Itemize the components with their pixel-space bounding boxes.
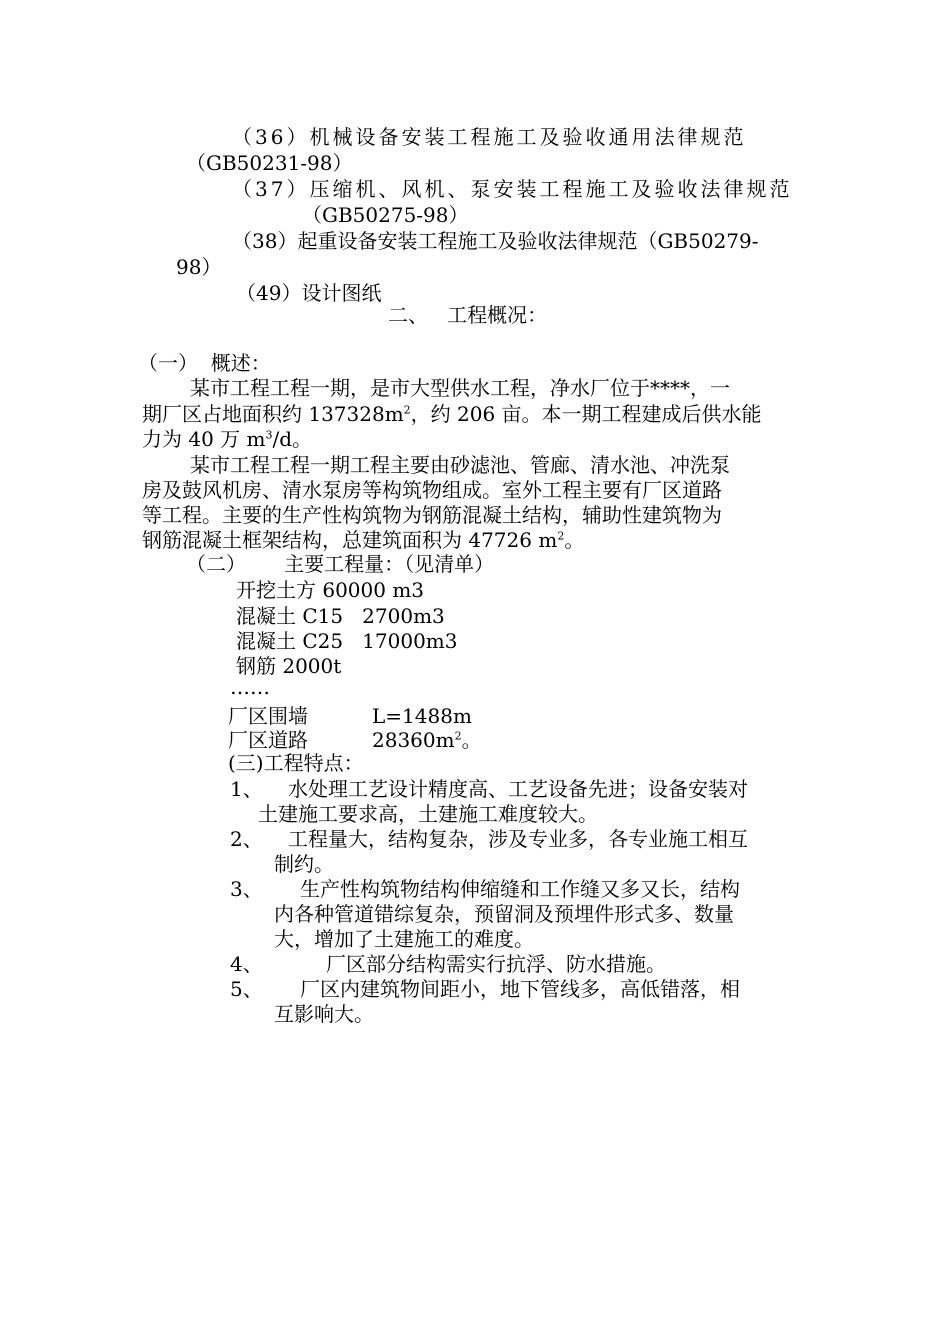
overview-p1-line2: 期厂区占地面积约 $137328m^2$，约 206 亩。本一期工程建成后供水能 (142, 402, 762, 426)
feature-3-number: 3、 (230, 877, 263, 901)
feature-2-number: 2、 (230, 827, 263, 851)
reference-36-line1: （36）机械设备安装工程施工及验收通用法律规范 (232, 125, 747, 149)
feature-2-line2: 制约。 (274, 852, 334, 876)
feature-3-line2: 内各种管道错综复杂，预留洞及预埋件形式多、数量 (274, 902, 734, 926)
wall-label: 厂区围墙 (228, 704, 308, 728)
feature-3-line1: 生产性构筑物结构伸缩缝和工作缝又多又长，结构 (300, 877, 740, 901)
wall-value: L=1488m (372, 704, 472, 728)
feature-4-number: 4、 (230, 952, 263, 976)
feature-1-line1: 水处理工艺设计精度高、工艺设备先进；设备安装对 (288, 777, 748, 801)
feature-5-line1: 厂区内建筑物间距小，地下管线多，高低错落，相 (300, 977, 740, 1001)
feature-3-line3: 大，增加了土建施工的难度。 (274, 927, 534, 951)
feature-1-number: 1、 (230, 777, 263, 801)
reference-38-line2: 98） (176, 255, 222, 279)
section-heading: 二、 工程概况： (388, 303, 548, 327)
quantities-heading: （二） 主要工程量：（见清单） (186, 552, 495, 576)
quantity-ellipsis: …… (230, 675, 270, 699)
quantity-item: 钢筋 2000t (236, 654, 342, 678)
reference-37-line1: （37）压缩机、风机、泵安装工程施工及验收法律规范 (232, 177, 793, 201)
features-heading: (三)工程特点： (228, 751, 364, 775)
overview-p1-line3: 力为 40 万 $m^3/d$。 (142, 427, 313, 451)
reference-36-line2: （GB50231-98） (186, 151, 353, 175)
feature-4-line1: 厂区部分结构需实行抗浮、防水措施。 (326, 952, 666, 976)
quantity-item: 开挖土方 60000 m3 (236, 578, 425, 602)
reference-49: （49）设计图纸 (236, 281, 382, 305)
overview-p1-line1: 某市工程工程一期，是市大型供水工程，净水厂位于****，一 (190, 376, 730, 400)
overview-p2-line1: 某市工程工程一期工程主要由砂滤池、管廊、清水池、冲洗泵 (190, 453, 730, 477)
road-value: $28360m^2$。 (372, 728, 482, 752)
feature-2-line1: 工程量大，结构复杂，涉及专业多，各专业施工相互 (288, 827, 748, 851)
overview-heading: （一） 概述： (138, 351, 271, 375)
feature-5-number: 5、 (230, 977, 263, 1001)
feature-1-line2: 土建施工要求高，土建施工难度较大。 (258, 802, 598, 826)
reference-38-line1: （38）起重设备安装工程施工及验收法律规范（GB50279- (232, 229, 759, 253)
quantity-item: 混凝土 C15 2700m3 (236, 604, 445, 628)
quantity-item: 混凝土 C25 17000m3 (236, 629, 458, 653)
overview-p2-line4: 钢筋混凝土框架结构，总建筑面积为 47726 $m^2$。 (142, 528, 585, 552)
road-label: 厂区道路 (228, 728, 308, 752)
reference-37-line2: （GB50275-98） (302, 203, 469, 227)
feature-5-line2: 互影响大。 (274, 1002, 374, 1026)
overview-p2-line3: 等工程。主要的生产性构筑物为钢筋混凝土结构，辅助性建筑物为 (142, 503, 722, 527)
overview-p2-line2: 房及鼓风机房、清水泵房等构筑物组成。室外工程主要有厂区道路 (142, 478, 722, 502)
